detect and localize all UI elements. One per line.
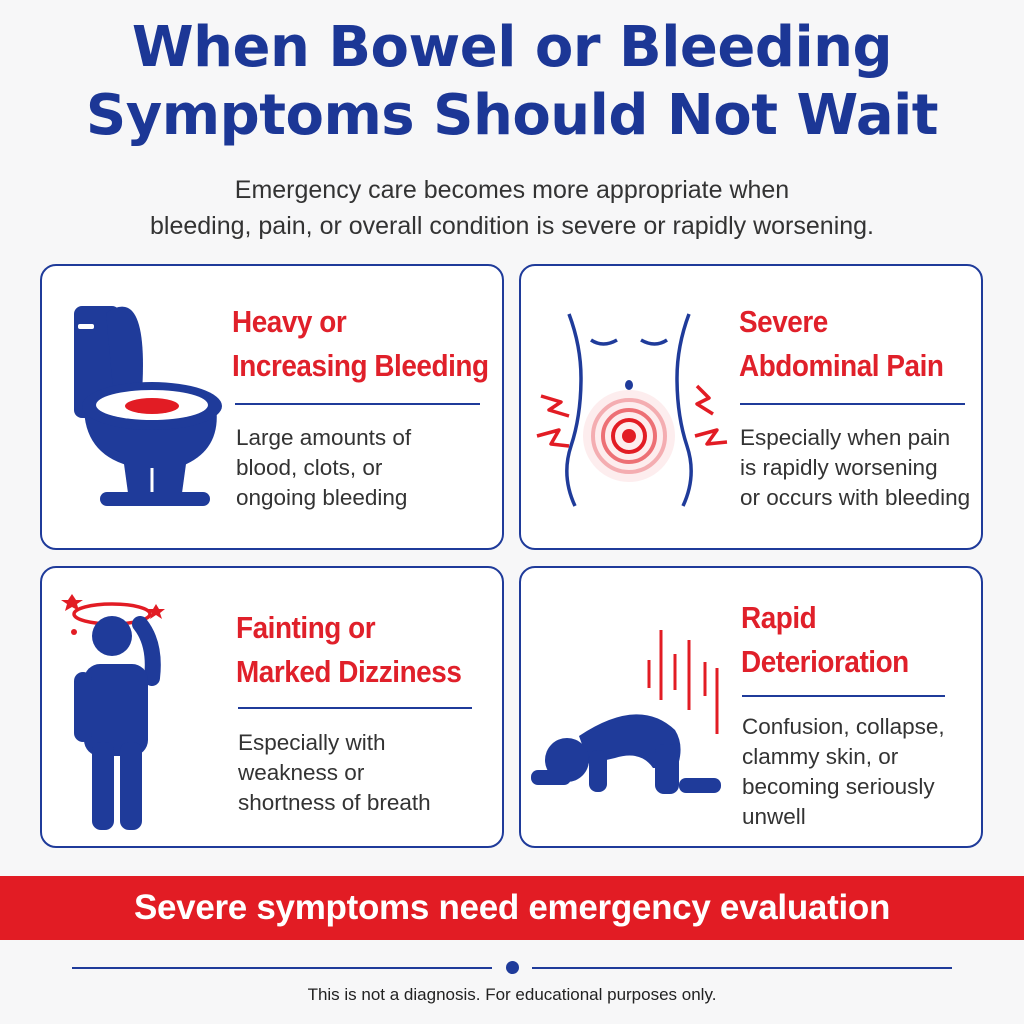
card-description-line-4: unwell bbox=[742, 804, 806, 829]
card-heavy-bleeding bbox=[40, 264, 504, 550]
emergency-banner: Severe symptoms need emergency evaluation bbox=[0, 876, 1024, 940]
card-description-line-2: is rapidly worsening bbox=[740, 455, 938, 480]
card-description-line-1: Especially when pain bbox=[740, 425, 951, 450]
card-description-rapid-deterioration bbox=[742, 712, 945, 832]
page-subtitle bbox=[0, 172, 1024, 244]
abdominal-pain-icon bbox=[529, 306, 739, 516]
card-rapid-deterioration bbox=[519, 566, 983, 848]
card-title-rapid-deterioration bbox=[741, 596, 909, 684]
card-divider bbox=[238, 707, 472, 709]
card-title-line-2: Deterioration bbox=[741, 644, 909, 679]
card-description-line-3: ongoing bleeding bbox=[236, 485, 408, 510]
card-divider bbox=[742, 695, 945, 697]
card-description-line-2: weakness or bbox=[238, 760, 365, 785]
toilet-bleeding-icon bbox=[54, 288, 254, 538]
page-subtitle-line-1: Emergency care becomes more appropriate when bbox=[234, 176, 790, 204]
card-title-line-2: Abdominal Pain bbox=[739, 348, 944, 383]
card-fainting-dizziness bbox=[40, 566, 504, 848]
card-divider bbox=[740, 403, 965, 405]
footer-divider-left bbox=[72, 967, 492, 969]
card-abdominal-pain bbox=[519, 264, 983, 550]
card-divider bbox=[235, 403, 480, 405]
disclaimer-text: This is not a diagnosis. For educational purposes only. bbox=[307, 985, 717, 1004]
card-title-line-1: Severe bbox=[739, 304, 828, 339]
card-title-line-2: Increasing Bleeding bbox=[232, 348, 489, 383]
footer-divider-dot bbox=[506, 961, 519, 974]
card-description-line-2: blood, clots, or bbox=[236, 455, 383, 480]
page-title-line-2: Symptoms Should Not Wait bbox=[85, 83, 939, 148]
card-description-line-1: Confusion, collapse, bbox=[742, 714, 945, 739]
collapsing-person-icon bbox=[529, 618, 729, 838]
footer-divider-right bbox=[532, 967, 952, 969]
card-description-line-3: becoming seriously bbox=[742, 774, 935, 799]
card-title-line-1: Rapid bbox=[741, 600, 817, 635]
card-title-heavy-bleeding bbox=[232, 300, 489, 388]
card-description-line-1: Large amounts of bbox=[236, 425, 412, 450]
card-description-line-2: clammy skin, or bbox=[742, 744, 899, 769]
card-title-line-1: Heavy or bbox=[232, 304, 347, 339]
card-title-line-1: Fainting or bbox=[236, 610, 376, 645]
card-title-abdominal-pain bbox=[739, 300, 944, 388]
page-title bbox=[0, 14, 1024, 150]
page-subtitle-line-2: bleeding, pain, or overall condition is severe or rapidly worsening. bbox=[149, 212, 874, 240]
card-description-abdominal-pain bbox=[740, 423, 970, 513]
card-description-heavy-bleeding bbox=[236, 423, 411, 513]
card-description-fainting-dizziness bbox=[238, 728, 431, 818]
card-description-line-1: Especially with bbox=[238, 730, 386, 755]
card-title-fainting-dizziness bbox=[236, 606, 461, 694]
page-title-line-1: When Bowel or Bleeding bbox=[131, 15, 893, 80]
card-description-line-3: shortness of breath bbox=[238, 790, 431, 815]
dizzy-person-icon bbox=[60, 582, 210, 842]
card-description-line-3: or occurs with bleeding bbox=[740, 485, 971, 510]
card-title-line-2: Marked Dizziness bbox=[236, 654, 462, 689]
